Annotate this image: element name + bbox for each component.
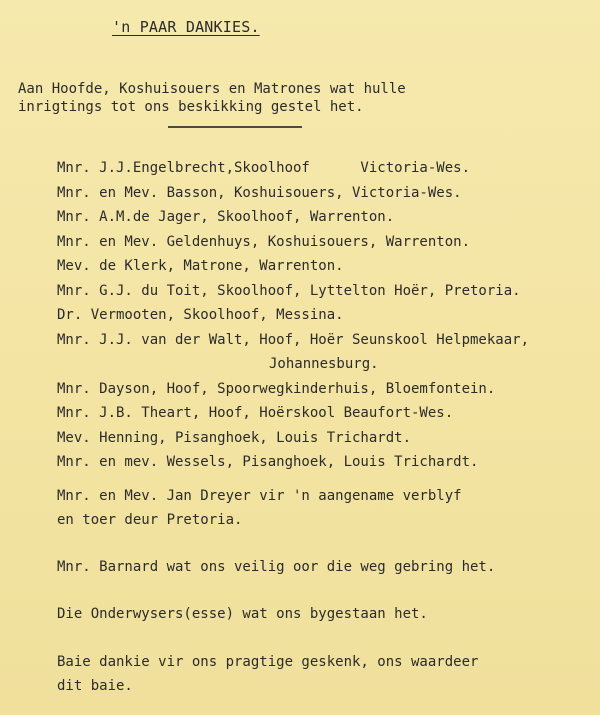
separator-rule: [168, 126, 302, 128]
list-item: Mnr. Dayson, Hoof, Spoorwegkinderhuis, Bloemfontein.: [57, 380, 496, 397]
paragraph-line: Baie dankie vir ons pragtige geskenk, ons waardeer: [57, 654, 479, 670]
paragraph-line: Mnr. en Mev. Jan Dreyer vir 'n aangename verblyf: [57, 488, 462, 504]
thanks-list: [57, 156, 529, 475]
list-item: Mev. de Klerk, Matrone, Warrenton.: [57, 258, 344, 274]
paragraph-line: en toer deur Pretoria.: [57, 512, 243, 528]
list-item: Mev. Henning, Pisanghoek, Louis Trichardt.: [57, 429, 412, 446]
list-item: Mnr. en Mev. Basson, Koshuisouers, Victoria-Wes.: [57, 184, 462, 201]
intro-line-2: inrigtings tot ons beskikking gestel het.: [18, 99, 364, 115]
thanks-paragraph-dreyer: [57, 484, 462, 532]
thanks-paragraph-barnard: Mnr. Barnard wat ons veilig oor die weg gebring het.: [57, 559, 496, 575]
list-item: Mnr. en Mev. Geldenhuys, Koshuisouers, Warrenton.: [57, 233, 471, 250]
list-item-continuation: Johannesburg.: [269, 356, 379, 372]
list-item: Mnr. J.B. Theart, Hoof, Hoërskool Beaufort-Wes.: [57, 405, 454, 421]
thanks-paragraph-gift: [57, 650, 478, 698]
page-title: 'n PAAR DANKIES.: [112, 18, 260, 36]
list-item: Mnr. J.J. van der Walt, Hoof, Hoër Seunskool Helpmekaar,: [57, 331, 530, 348]
list-item: Mnr. A.M.de Jager, Skoolhoof, Warrenton.: [57, 209, 395, 225]
intro-paragraph: [18, 80, 406, 116]
paragraph-line: dit baie.: [57, 678, 133, 694]
thanks-paragraph-teachers: Die Onderwysers(esse) wat ons bygestaan het.: [57, 606, 428, 622]
list-item: Dr. Vermooten, Skoolhoof, Messina.: [57, 307, 344, 323]
intro-line-1: Aan Hoofde, Koshuisouers en Matrones wat hulle: [18, 81, 406, 97]
list-item: Mnr. J.J.Engelbrecht,Skoolhoof Victoria-Wes.: [57, 160, 471, 176]
list-item: Mnr. en mev. Wessels, Pisanghoek, Louis Trichardt.: [57, 454, 479, 470]
list-item: Mnr. G.J. du Toit, Skoolhoof, Lyttelton Hoër, Pretoria.: [57, 282, 521, 299]
